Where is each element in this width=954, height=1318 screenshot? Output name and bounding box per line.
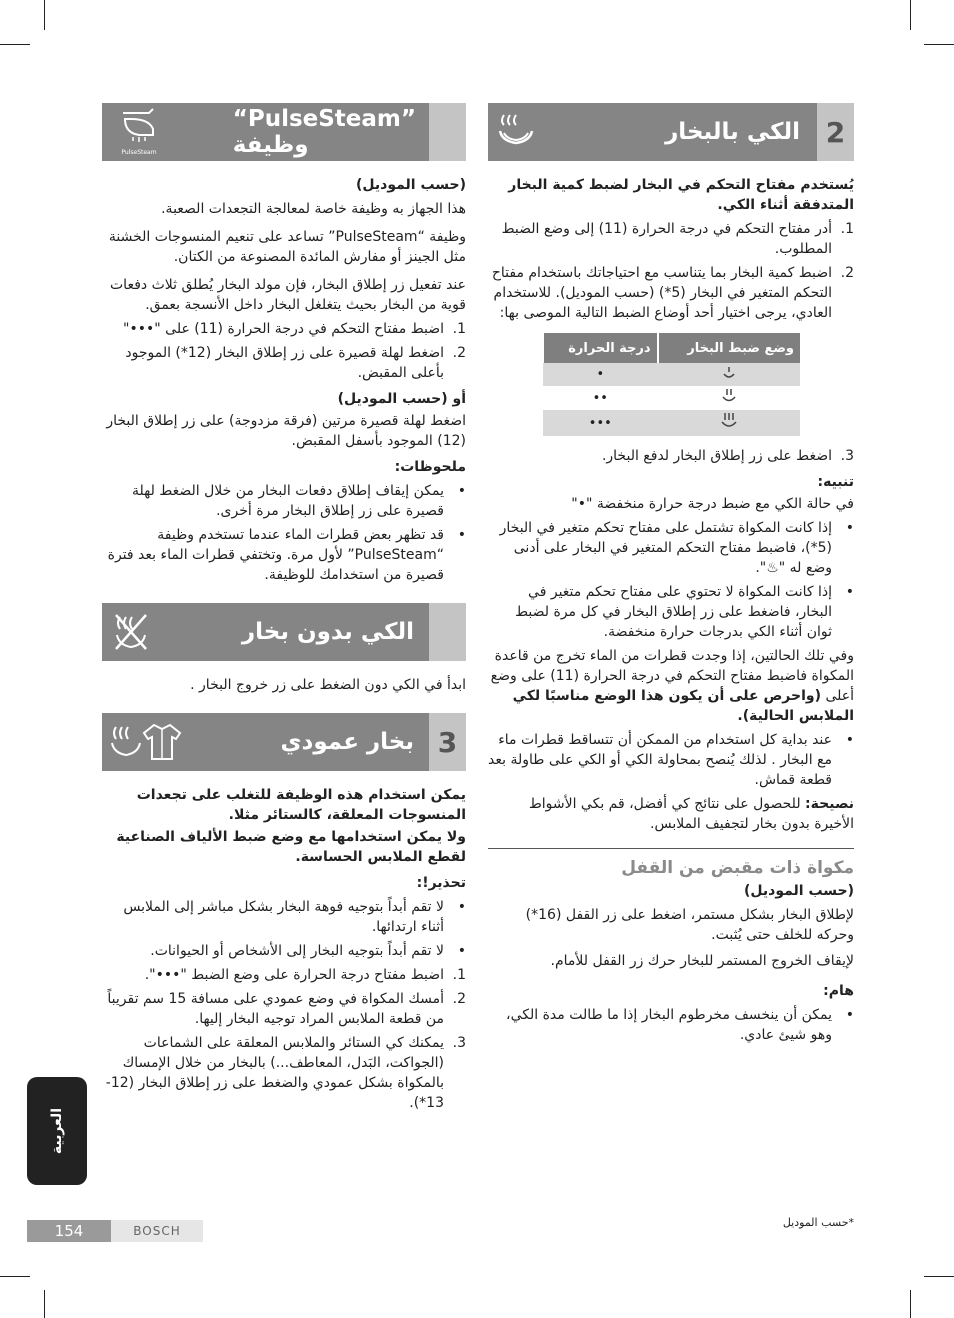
steam-low-icon xyxy=(658,363,800,386)
crop-mark xyxy=(924,1276,954,1277)
note-cases: وفي تلك الحالتين، إذا وجدت قطرات من الماء تخرج من قاعدة المكواة فاضبط مفتاح التحكم في درجة الحرارة (11) على وضع أعلى (واحرص على أن يكون هذا الوضع مناسبًا لكي الملابس الحالية). xyxy=(490,648,854,724)
header-accent xyxy=(429,603,466,661)
icon-caption: PulseSteam xyxy=(121,149,157,156)
list-item: 2. اضغط لهلة قصيرة على زر إطلاق البخار (12*) الموجود بأعلى المقبض. xyxy=(125,345,466,381)
notes-heading: ملحوظات: xyxy=(394,459,466,475)
paragraph: هذا الجهاز به وظيفة خاصة لمعالجة التجعدات الصعبة. xyxy=(161,201,466,217)
lock-line: لإيقاف الخروج المستمر للبخار حرك زر القفل للأمام. xyxy=(550,953,854,969)
no-steam-icon xyxy=(114,613,148,655)
list-item: 1. أدر مفتاح التحكم في درجة الحرارة (11) إلى وضع الضبط المطلوب. xyxy=(501,221,854,257)
list-item: • لا تقم أبداً بتوجيه البخار إلى الأشخاص أو الحيوانات. xyxy=(150,943,466,959)
crop-mark xyxy=(924,44,954,45)
right-column xyxy=(488,103,854,1045)
section-title: الكي بالبخار xyxy=(665,119,800,145)
section-2-header xyxy=(488,103,854,161)
paragraph: اضغط لهلة قصيرة مرتين (فرقة مزدوجة) على زر إطلاق البخار (12) الموجود بأسفل المقبض. xyxy=(106,413,466,449)
no-steam-header xyxy=(102,603,466,661)
table-row xyxy=(543,410,800,436)
steps-list xyxy=(488,219,854,323)
steps-list xyxy=(102,319,466,383)
list-item: 3. اضغط على زر إطلاق البخار لدفع البخار. xyxy=(601,448,854,464)
table-header: وضع ضبط البخار xyxy=(658,333,800,363)
section-title: بخار عمودي xyxy=(280,729,414,755)
footnote: *حسب الموديل xyxy=(782,1216,854,1229)
tip-text: نصيحة: للحصول على نتائج كي أفضل، قم بكي الأشواط الأخيرة بدون بخار لتجفيف الملابس. xyxy=(528,796,854,832)
lock-line: لإطلاق البخار بشكل مستمر، اضغط على زر القفل (16*) وحركه للخلف حتى يُثبت. xyxy=(525,907,854,943)
language-tab xyxy=(27,1077,87,1185)
steam-high-icon xyxy=(658,410,800,436)
list-item: • إذا كانت المكواة تشتمل على مفتاح تحكم متغير في البخار (5*)، فاضبط مفتاح التحكم المتغير في البخار على أدنى وضع له "♨". xyxy=(499,520,854,576)
lock-section-title: مكواة ذات مقبض من القفل xyxy=(621,858,854,878)
crop-mark xyxy=(0,44,30,45)
temperature-cell: •• xyxy=(543,386,658,410)
page-number: 154 xyxy=(27,1220,111,1242)
section-number: 3 xyxy=(429,713,466,771)
steam-medium-icon xyxy=(658,386,800,410)
table-row xyxy=(543,386,800,410)
pulsesteam-header xyxy=(102,103,466,161)
list-item: • قد تظهر بعض قطرات الماء عندما تستخدم وظيفة “PulseSteam” لأول مرة. وتختفي قطرات الماء بعد فترة قصيرة من استخدامك للوظيفة. xyxy=(107,527,466,583)
list-item: 1. اضبط مفتاح التحكم في درجة الحرارة (11) على "•••" xyxy=(123,321,466,337)
steps-list xyxy=(102,965,466,1113)
steam-iron-icon xyxy=(496,111,536,157)
list-item: • إذا كانت المكواة لا تحتوي على مفتاح تحكم متغير في البخار، فاضغط على زر إطلاق البخار في كل مرة لضبط ثوان أثناء الكي بدرجات حرارة منخفضة. xyxy=(515,584,854,640)
crop-mark xyxy=(910,0,911,30)
table-header: درجة الحرارة xyxy=(543,333,658,363)
note-heading: تنبيه: xyxy=(817,474,854,490)
crop-mark xyxy=(0,1276,30,1277)
temperature-cell: • xyxy=(543,363,658,386)
list-item: • لا تقم أبداً بتوجيه فوهة البخار بشكل مباشر إلى الملابس أثناء ارتدائها. xyxy=(123,899,466,935)
section-title: الكي بدون بخار xyxy=(241,619,414,645)
paragraph: عند تفعيل زر إطلاق البخار، فإن مولد البخار يُطلق ثلاث دفعات قوية من البخار بحيث يتغلغل البخار داخل الأنسجة بعمق. xyxy=(110,277,466,313)
list-item: • يمكن أن ينخسف مخرطوم البخار إذا ما طالت مدة الكي، وهو شيئ عادي. xyxy=(506,1007,854,1043)
important-heading: هام: xyxy=(823,983,854,999)
intro-text: يُستخدم مفتاح التحكم في البخار لضبط كمية البخار المتدفقة أثناء الكي. xyxy=(508,177,854,213)
crop-mark xyxy=(44,0,45,30)
temperature-cell: ••• xyxy=(543,410,658,436)
paragraph: ابدأ في الكي دون الضغط على زر خروج البخار . xyxy=(190,677,466,693)
pulsesteam-icon xyxy=(116,105,162,156)
or-label: أو (حسب الموديل) xyxy=(337,391,466,407)
crop-mark xyxy=(44,1290,45,1318)
divider xyxy=(488,848,854,849)
crop-mark xyxy=(910,1290,911,1318)
table-row xyxy=(543,363,800,386)
list-item: • عند بداية كل استخدام من الممكن أن تتساقط قطرات ماء مع البخار . لذلك يُنصح بمحاولة الكي أو الكي على طاولة بعد قطعة قماش. xyxy=(488,732,854,788)
header-accent xyxy=(429,103,466,161)
section-3-header xyxy=(102,713,466,771)
footer xyxy=(27,1220,203,1242)
note-bullets xyxy=(488,518,854,642)
left-column xyxy=(102,103,466,1113)
list-item: 1. اضبط مفتاح درجة الحرارة على وضع الضبط "•••". xyxy=(144,967,466,983)
brand-label: BOSCH xyxy=(111,1220,203,1242)
start-bullet-list xyxy=(488,730,854,790)
vertical-steam-icon xyxy=(110,721,186,767)
important-list xyxy=(488,1005,854,1045)
warnings-list xyxy=(102,897,466,961)
list-item: • يمكن إيقاف إطلاق دفعات البخار من خلال الضغط لهلة قصيرة على زر إطلاق البخار مرة أخرى. xyxy=(132,483,466,519)
steam-settings-table xyxy=(542,333,800,436)
intro-text: ولا يمكن استخدامها مع وضع ضبط الألياف الصناعية لقطع الملابس الحساسة. xyxy=(116,829,466,865)
list-item: 3. يمكنك كي الستائر والملابس المعلقة على الشماعات (الجواكت، البَدل، المعاطف...) بالبخار من خلال الإمساك بالمكواة بشكل عمودي والضغط على زر إطلاق البخار (12-13*). xyxy=(105,1035,466,1111)
language-label: العربية xyxy=(49,1107,65,1155)
paragraph: وظيفة “PulseSteam” تساعد على تنعيم المنسوجات الخشنة مثل الجينز أو مفارش المائدة المصنوعة من الكتان. xyxy=(108,229,466,265)
intro-text: يمكن استخدام هذه الوظيفة للتغلب على تجعدات المنسوجات المعلقة، كالستائر مثلا. xyxy=(136,787,466,823)
steps-list xyxy=(488,446,854,466)
notes-list xyxy=(102,481,466,585)
section-title: “PulseSteam” وظيفة xyxy=(232,106,416,158)
section-number: 2 xyxy=(817,103,854,161)
list-item: 2. أمسك المكواة في وضع عمودي على مسافة 15 سم تقريباً من قطعة الملابس المراد توجيه البخار إليها. xyxy=(107,991,466,1027)
model-note: (حسب الموديل) xyxy=(356,177,466,193)
list-item: 2. اضبط كمية البخار بما يتناسب مع احتياجاتك باستخدام مفتاح التحكم المتغير في البخار (5*) (حسب الموديل). للاستخدام العادي، يرجى اختيار أحد أوضاع الضبط التالية الموصى بها: xyxy=(491,265,854,321)
model-note: (حسب الموديل) xyxy=(744,883,854,899)
note-intro: في حالة الكي مع ضبط درجة حرارة منخفضة "•" xyxy=(571,496,854,512)
warning-heading: تحذير!: xyxy=(416,875,466,891)
